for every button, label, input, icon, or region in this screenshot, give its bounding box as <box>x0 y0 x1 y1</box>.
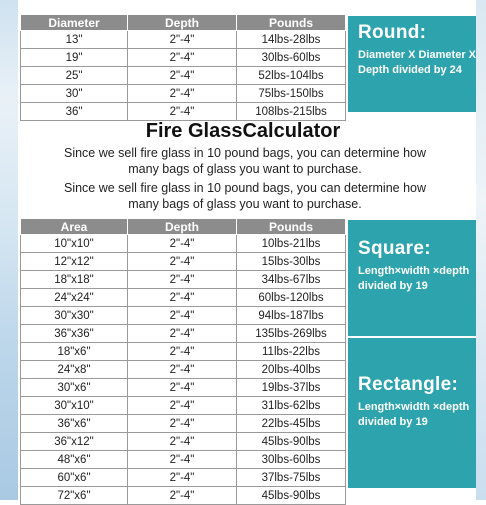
table-row <box>21 451 346 469</box>
cell-area: 12"x12" <box>21 253 128 271</box>
cell-area: 72"x6" <box>21 487 128 505</box>
table-row <box>21 361 346 379</box>
table-row <box>21 253 346 271</box>
cell-area: 18"x6" <box>21 343 128 361</box>
table-row <box>21 487 346 505</box>
header-depth: Depth <box>128 219 237 235</box>
cell-depth: 2"-4" <box>128 415 237 433</box>
table-row <box>21 469 346 487</box>
cell-depth: 2"-4" <box>128 253 237 271</box>
cell-depth: 2"-4" <box>128 271 237 289</box>
cell-area: 24"x24" <box>21 289 128 307</box>
cell-depth: 2"-4" <box>128 235 237 253</box>
cell-pounds: 31lbs-62lbs <box>237 397 346 415</box>
table-row <box>21 415 346 433</box>
table-row <box>21 103 346 121</box>
round-panel-title: Round: <box>358 22 427 43</box>
table-row <box>21 343 346 361</box>
table-row <box>21 49 346 67</box>
cell-area: 30"x6" <box>21 379 128 397</box>
cell-pounds: 15lbs-30lbs <box>237 253 346 271</box>
cell-depth: 2"-4" <box>128 487 237 505</box>
cell-pounds: 10lbs-21lbs <box>237 235 346 253</box>
rectangle-panel-formula: Length×width ×depth divided by 19 <box>358 401 470 428</box>
rectangle-formula-panel <box>348 338 476 488</box>
area-size-table <box>20 218 346 505</box>
square-formula-panel <box>348 220 476 336</box>
round-formula-panel <box>348 16 476 112</box>
square-panel-formula: Length×width ×depth divided by 19 <box>358 265 470 292</box>
table-header-row <box>21 219 346 235</box>
cell-area: 30"x10" <box>21 397 128 415</box>
table-row <box>21 325 346 343</box>
table-row <box>21 289 346 307</box>
calculator-description-1: Since we sell fire glass in 10 pound bags, you can determine how many bags of glass you want to purchase. <box>63 146 427 176</box>
round-size-table <box>20 14 346 121</box>
cell-diameter: 30" <box>21 85 128 103</box>
table-row <box>21 235 346 253</box>
cell-pounds: 108lbs-215lbs <box>237 103 346 121</box>
round-panel-formula: Diameter X Diameter X Depth divided by 24 <box>358 49 476 76</box>
cell-depth: 2"-4" <box>128 343 237 361</box>
cell-pounds: 37lbs-75lbs <box>237 469 346 487</box>
fire-glass-background-right <box>476 0 486 500</box>
cell-area: 24"x8" <box>21 361 128 379</box>
cell-area: 10"x10" <box>21 235 128 253</box>
cell-area: 30"x30" <box>21 307 128 325</box>
square-panel-title: Square: <box>358 238 431 259</box>
table-row <box>21 397 346 415</box>
cell-pounds: 34lbs-67lbs <box>237 271 346 289</box>
table-header-row <box>21 15 346 31</box>
cell-depth: 2"-4" <box>128 307 237 325</box>
cell-diameter: 19" <box>21 49 128 67</box>
cell-pounds: 60lbs-120lbs <box>237 289 346 307</box>
cell-depth: 2"-4" <box>128 397 237 415</box>
table-row <box>21 307 346 325</box>
cell-depth: 2"-4" <box>128 289 237 307</box>
fire-glass-background-left <box>0 0 18 500</box>
table-row <box>21 379 346 397</box>
cell-depth: 2"-4" <box>128 379 237 397</box>
cell-depth: 2"-4" <box>128 103 237 121</box>
cell-area: 18"x18" <box>21 271 128 289</box>
cell-pounds: 94lbs-187lbs <box>237 307 346 325</box>
cell-pounds: 14lbs-28lbs <box>237 31 346 49</box>
cell-depth: 2"-4" <box>128 67 237 85</box>
cell-pounds: 30lbs-60lbs <box>237 49 346 67</box>
cell-pounds: 30lbs-60lbs <box>237 451 346 469</box>
cell-pounds: 45lbs-90lbs <box>237 433 346 451</box>
cell-area: 60"x6" <box>21 469 128 487</box>
cell-pounds: 19lbs-37lbs <box>237 379 346 397</box>
cell-depth: 2"-4" <box>128 85 237 103</box>
cell-pounds: 22lbs-45lbs <box>237 415 346 433</box>
rectangle-panel-title: Rectangle: <box>358 374 459 395</box>
cell-area: 48"x6" <box>21 451 128 469</box>
cell-depth: 2"-4" <box>128 469 237 487</box>
cell-pounds: 45lbs-90lbs <box>237 487 346 505</box>
table-row <box>21 433 346 451</box>
cell-pounds: 75lbs-150lbs <box>237 85 346 103</box>
cell-diameter: 13" <box>21 31 128 49</box>
page-title: Fire GlassCalculator <box>145 120 341 142</box>
cell-area: 36"x12" <box>21 433 128 451</box>
cell-diameter: 25" <box>21 67 128 85</box>
cell-pounds: 11lbs-22lbs <box>237 343 346 361</box>
cell-depth: 2"-4" <box>128 31 237 49</box>
header-pounds: Pounds <box>237 15 346 31</box>
cell-depth: 2"-4" <box>128 325 237 343</box>
table-row <box>21 31 346 49</box>
header-depth: Depth <box>128 15 237 31</box>
cell-depth: 2"-4" <box>128 49 237 67</box>
table-row <box>21 85 346 103</box>
table-row <box>21 271 346 289</box>
cell-pounds: 135lbs-269lbs <box>237 325 346 343</box>
cell-pounds: 52lbs-104lbs <box>237 67 346 85</box>
calculator-description-2: Since we sell fire glass in 10 pound bags, you can determine how many bags of glass you want to purchase. <box>63 181 427 211</box>
header-diameter: Diameter <box>21 15 128 31</box>
cell-depth: 2"-4" <box>128 451 237 469</box>
cell-depth: 2"-4" <box>128 361 237 379</box>
cell-area: 36"x36" <box>21 325 128 343</box>
header-pounds: Pounds <box>237 219 346 235</box>
cell-pounds: 20lbs-40lbs <box>237 361 346 379</box>
cell-area: 36"x6" <box>21 415 128 433</box>
header-area: Area <box>21 219 128 235</box>
cell-diameter: 36" <box>21 103 128 121</box>
cell-depth: 2"-4" <box>128 433 237 451</box>
table-row <box>21 67 346 85</box>
